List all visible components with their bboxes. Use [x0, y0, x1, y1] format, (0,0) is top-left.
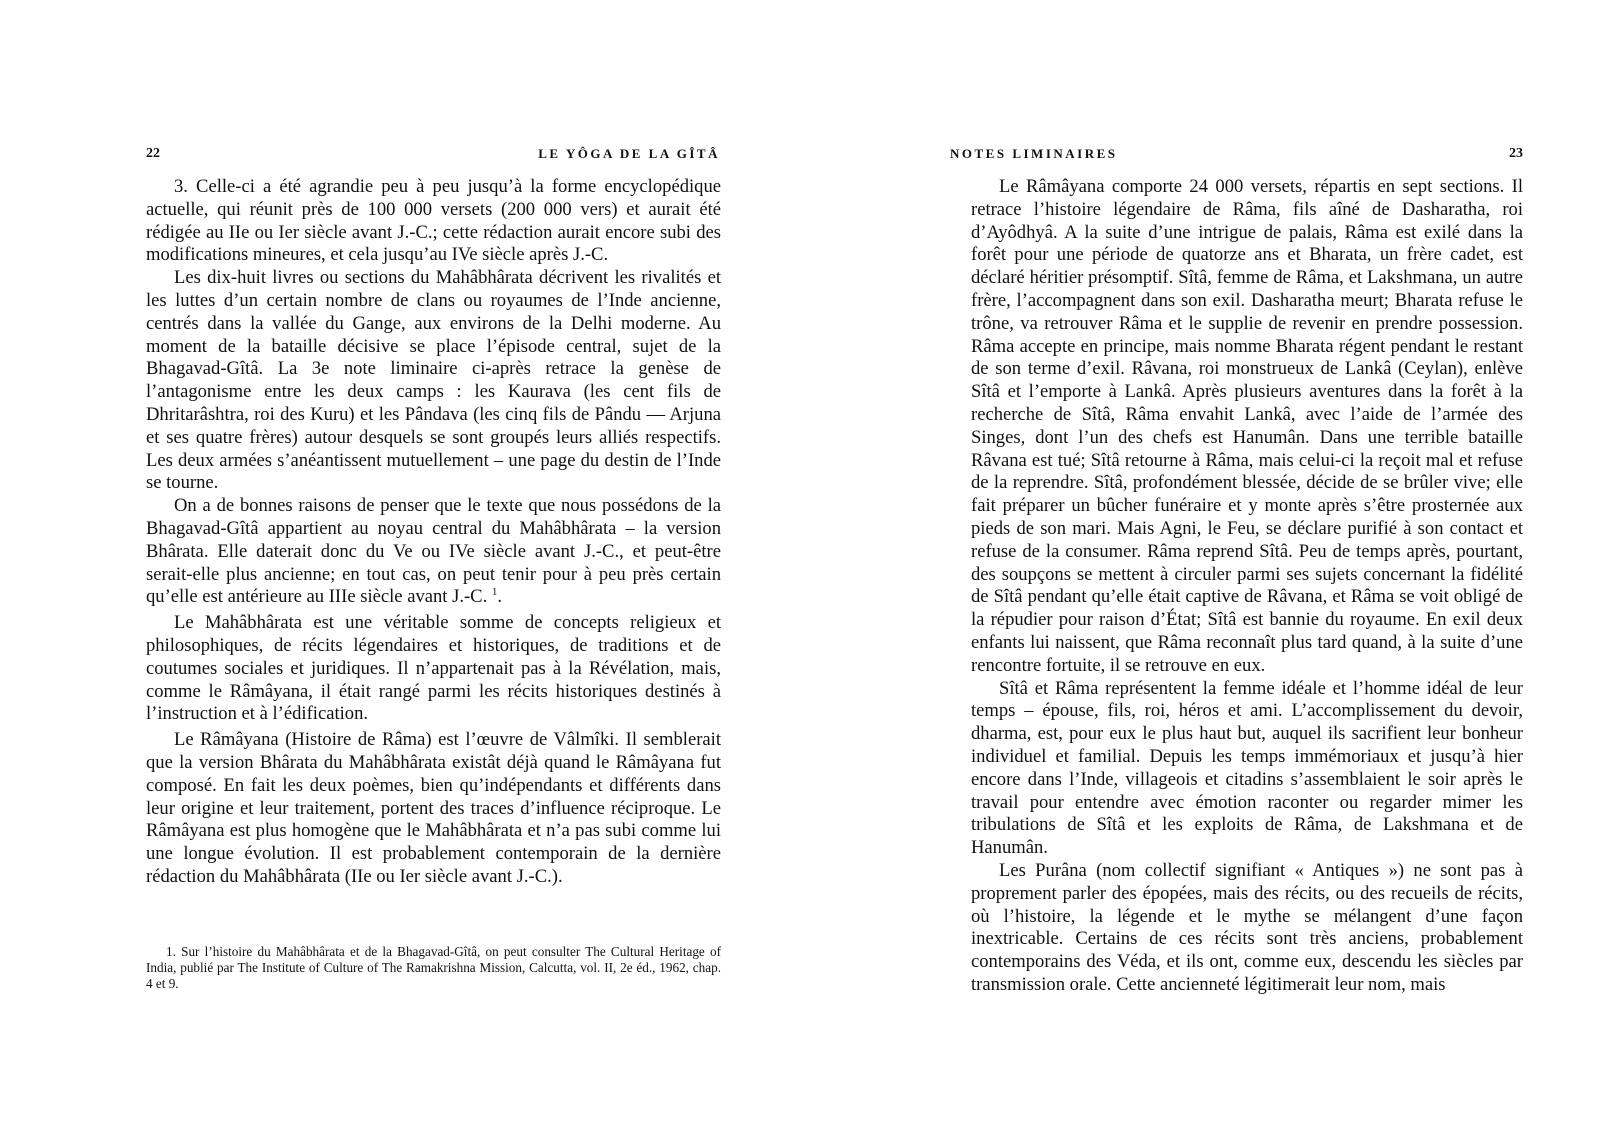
left-running-head	[146, 146, 720, 166]
paragraph: Les dix-huit livres ou sections du Mahâbhârata décrivent les rivalités et les luttes d’un certain nombre de clans ou royaumes de l’Inde ancienne, centrés dans la vallée du Gange, aux environs de la Delhi moderne. Au moment de la bataille décisive se place l’épisode central, sujet de la Bhagavad-Gîtâ. La 3e note liminaire ci-après retrace la genèse de l’antagonisme entre les deux camps : les Kaurava (les cent fils de Dhritarâshtra, roi des Kuru) et les Pândava (les cinq fils de Pându — Arjuna et ses quatre frères) autour desquels se sont groupés leurs alliés respectifs. Les deux armées s’anéantissent mutuellement – une page du destin de l’Inde se tourne.	[146, 267, 721, 494]
right-body-text	[971, 176, 1523, 997]
footnote-text: 1. Sur l’histoire du Mahâbhârata et de la Bhagavad-Gîtâ, on peut consulter The Cultural Heritage of India, publié par The Institute of Culture of The Ramakrishna Mission, Calcutta, vol. II, 2e éd., 1962, chap. 4 et 9.	[146, 944, 721, 991]
right-page-number: 23	[1509, 146, 1523, 161]
footnote-reference: 1	[491, 586, 498, 599]
right-page	[800, 0, 1600, 1131]
footnote	[146, 944, 721, 992]
right-running-head	[950, 146, 1523, 166]
paragraph: On a de bonnes raisons de penser que le texte que nous possédons de la Bhagavad-Gîtâ appartient au noyau central du Mahâbhârata – la version Bhârata. Elle daterait donc du Ve ou IVe siècle avant J.-C., et peut-être serait-elle plus ancienne; en tout cas, on peut tenir pour à peu près certain qu’elle est antérieure au IIIe siècle avant J.-C. $^1$.	[146, 495, 721, 608]
paragraph: Sîtâ et Râma représentent la femme idéale et l’homme idéal de leur temps – épouse, fils, roi, héros et ami. L’accomplissement du devoir, dharma, est, pour eux le plus haut but, auquel ils sacrifient leur bonheur individuel et familial. Depuis les temps immémoriaux et jusqu’à hier encore dans l’Inde, villageois et citadins s’assemblaient le soir après le travail pour entendre avec émotion raconter ou regarder mimer les tribulations de Sîtâ et les exploits de Râma, de Lakshmana et de Hanumân.	[971, 677, 1523, 859]
left-body-text	[146, 176, 721, 889]
paragraph: 3. Celle-ci a été agrandie peu à peu jusqu’à la forme encyclopédique actuelle, qui réunit près de 100 000 versets (200 000 vers) et aurait été rédigée au IIe ou Ier siècle avant J.-C.; cette rédaction aurait encore subi des modifications mineures, et cela jusqu’au IVe siècle après J.-C.	[146, 176, 721, 266]
paragraph-text: On a de bonnes raisons de penser que le texte que nous possédons de la Bhagavad-Gîtâ appartient au noyau central du Mahâbhârata – la version Bhârata. Elle daterait donc du Ve ou IVe siècle avant J.-C., et peut-être serait-elle plus ancienne; en tout cas, on peut tenir pour à peu près certain qu’elle est antérieure au IIIe siècle avant J.-C.	[146, 495, 721, 608]
paragraph: Le Mahâbhârata est une véritable somme de concepts religieux et philosophiques, de récits légendaires et historiques, de traditions et de coutumes sociales et juridiques. Il n’appartenait pas à la Révélation, mais, comme le Râmâyana, il était rangé parmi les récits historiques destinés à l’instruction et à l’édification.	[146, 612, 721, 725]
left-running-title: LE YÔGA DE LA GÎTÂ	[538, 146, 720, 161]
paragraph: Le Râmâyana (Histoire de Râma) est l’œuvre de Vâlmîki. Il semblerait que la version Bhârata du Mahâbhârata existât déjà quand le Râmâyana fut composé. En fait les deux poèmes, bien qu’indépendants et différents dans leur origine et leur traitement, portent des traces d’influence réciproque. Le Râmâyana est plus homogène que le Mahâbhârata et n’a pas subi comme lui une longue évolution. Il est probablement contemporain de la dernière rédaction du Mahâbhârata (IIe ou Ier siècle avant J.-C.).	[146, 729, 721, 887]
paragraph: Les Purâna (nom collectif signifiant « Antiques ») ne sont pas à proprement parler des épopées, mais des récits, ou des recueils de récits, où l’histoire, la légende et le mythe se mélangent d’une façon inextricable. Certains de ces récits sont très anciens, probablement contemporains des Véda, et ils ont, comme eux, descendu les siècles par transmission orale. Cette ancienneté légitimerait leur nom, mais	[971, 859, 1523, 995]
paragraph: Le Râmâyana comporte 24 000 versets, répartis en sept sections. Il retrace l’histoire légendaire de Râma, fils aîné de Dasharatha, roi d’Ayôdhyâ. A la suite d’une intrigue de palais, Râma est exilé dans la forêt pour une période de quatorze ans et Bharata, un frère cadet, est déclaré héritier présomptif. Sîtâ, femme de Râma, et Lakshmana, un autre frère, l’accompagnent dans son exil. Dasharatha meurt; Bharata refuse le trône, va retrouver Râma et le supplie de revenir en prendre possession. Râma accepte en principe, mais nomme Bharata régent pendant le restant de son terme d’exil. Râvana, roi monstrueux de Lankâ (Ceylan), enlève Sîtâ et l’emporte à Lankâ. Après plusieurs aventures dans la forêt à la recherche de Sîtâ, Râma envahit Lankâ, avec l’aide de l’armée des Singes, dont l’un des chefs est Hanumân. Dans une terrible bataille Râvana est tué; Sîtâ retourne à Râma, mais celui-ci la reçoit mal et refuse de la reprendre. Sîtâ, profondément blessée, décide de se brûler vive; elle fait préparer un bûcher funéraire et y monte après s’être prosternée aux pieds de son mari. Mais Agni, le Feu, se déclare purifié à son contact et refuse de la consumer. Râma reprend Sîtâ. Peu de temps après, pourtant, des soupçons se mettent à circuler parmi ses sujets concernant la fidélité de Sîtâ pendant qu’elle était captive de Râvana, et Râma se voit obligé de la répudier pour raison d’État; Sîtâ est bannie du royaume. En exil deux enfants lui naissent, que Râma reconnaît plus tard quand, à la suite d’une rencontre fortuite, il se retrouve en eux.	[971, 176, 1523, 676]
left-page-number: 22	[146, 146, 160, 161]
right-running-title: NOTES LIMINAIRES	[950, 146, 1118, 161]
